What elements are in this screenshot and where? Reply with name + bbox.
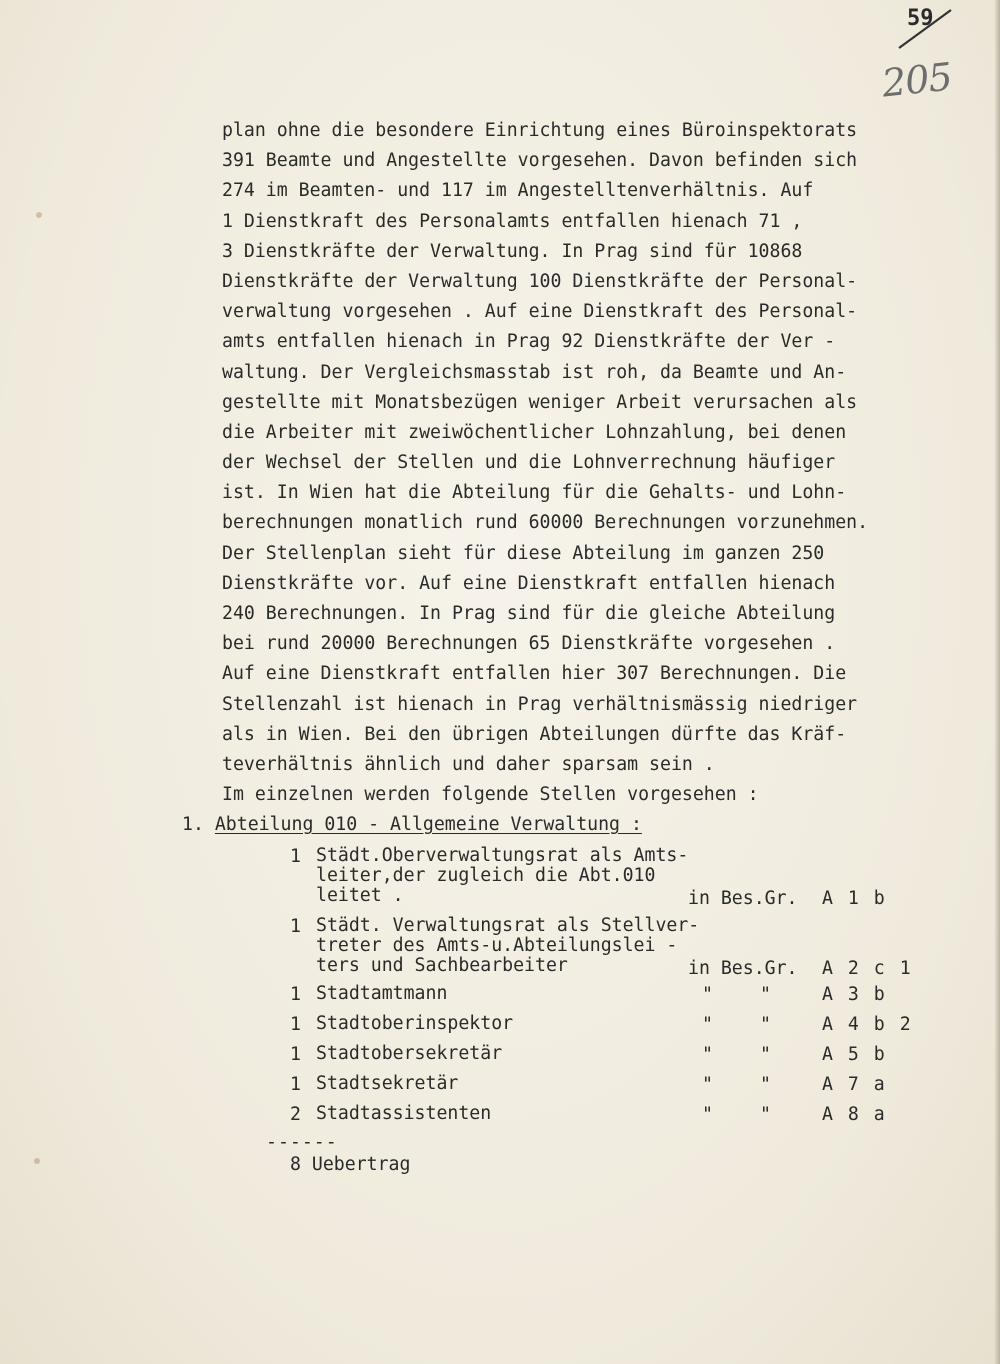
text-line: die Arbeiter mit zweiwöchentlicher Lohnzahlung, bei denen bbox=[222, 421, 847, 443]
text-line: 3 Dienstkräfte der Verwaltung. In Prag sind für 10868 bbox=[222, 240, 803, 262]
text-line: Stellenzahl ist hienach in Prag verhältnismässig niedriger bbox=[222, 693, 858, 715]
position-description: Stadtoberinspektor bbox=[316, 1013, 514, 1034]
pay-group-label: in Bes.Gr. bbox=[688, 958, 798, 979]
text-line: bei rund 20000 Berechnungen 65 Dienstkräfte vorgesehen . bbox=[222, 633, 836, 655]
description-line: Städt.Oberverwaltungsrat als Amts- bbox=[316, 845, 689, 866]
position-description bbox=[316, 846, 688, 906]
text-line: 1 Dienstkraft des Personalamts entfallen hienach 71 , bbox=[222, 210, 803, 232]
text-line: Der Stellenplan sieht für diese Abteilung im ganzen 250 bbox=[222, 542, 825, 564]
position-quantity: 2 bbox=[290, 1104, 301, 1125]
text-line: Auf eine Dienstkraft entfallen hier 307 Berechnungen. Die bbox=[222, 663, 847, 685]
ditto-mark: " bbox=[760, 1074, 771, 1095]
text-line: 391 Beamte und Angestellte vorgesehen. Davon befinden sich bbox=[222, 150, 858, 172]
pay-group-code: A 2 c 1 bbox=[822, 958, 911, 979]
ditto-mark: " bbox=[702, 1044, 713, 1065]
ditto-mark: " bbox=[702, 1104, 713, 1125]
body-paragraph bbox=[222, 116, 952, 810]
description-line: treter des Amts-u.Abteilungslei - bbox=[316, 935, 678, 956]
description-line: ters und Sachbearbeiter bbox=[316, 955, 568, 976]
ditto-mark: " bbox=[760, 1014, 771, 1035]
position-description: Stadtsekretär bbox=[316, 1073, 459, 1094]
text-line: 274 im Beamten- und 117 im Angestelltenverhältnis. Auf bbox=[222, 180, 814, 202]
pay-group-code: A 1 b bbox=[822, 888, 885, 909]
text-line: verwaltung vorgesehen . Auf eine Dienstkraft des Personal- bbox=[222, 301, 858, 323]
position-quantity: 1 bbox=[290, 1074, 301, 1095]
carryover-line bbox=[290, 1154, 410, 1175]
text-line: 240 Berechnungen. In Prag sind für die gleiche Abteilung bbox=[222, 603, 836, 624]
pay-group-code: A 4 b 2 bbox=[822, 1014, 911, 1035]
text-line: Dienstkräfte der Verwaltung 100 Dienstkräfte der Personal- bbox=[222, 270, 858, 292]
ditto-mark: " bbox=[702, 1074, 713, 1095]
text-line: berechnungen monatlich rund 60000 Berechnungen vorzunehmen. bbox=[222, 512, 869, 534]
position-quantity: 1 bbox=[290, 1014, 301, 1035]
carryover-label: Uebertrag bbox=[311, 1154, 411, 1175]
ditto-mark: " bbox=[760, 1104, 771, 1125]
pay-group-label: in Bes.Gr. bbox=[688, 888, 798, 909]
ditto-mark: " bbox=[702, 984, 713, 1005]
description-line: leiter,der zugleich die Abt.010 bbox=[316, 865, 656, 886]
position-quantity: 1 bbox=[290, 1044, 301, 1065]
position-description: Stadtamtmann bbox=[316, 983, 448, 1004]
pay-group-code: A 8 a bbox=[822, 1104, 885, 1125]
text-line: ist. In Wien hat die Abteilung für die Gehalts- und Lohn- bbox=[222, 482, 847, 504]
page-number: 59 bbox=[907, 6, 934, 31]
ditto-mark: " bbox=[760, 1044, 771, 1065]
pay-group-code: A 5 b bbox=[822, 1044, 885, 1065]
section-title: Abteilung 010 - Allgemeine Verwaltung : bbox=[214, 814, 642, 835]
text-line: Dienstkräfte vor. Auf eine Dienstkraft entfallen hienach bbox=[222, 572, 836, 594]
description-line: leitet . bbox=[316, 885, 404, 906]
position-description bbox=[316, 916, 699, 976]
text-line: waltung. Der Vergleichsmasstab ist roh, da Beamte und An- bbox=[222, 361, 847, 383]
position-description: Stadtobersekretär bbox=[316, 1043, 503, 1064]
page-edge-shadow bbox=[994, 0, 1000, 1364]
text-line: teverhältnis ähnlich und daher sparsam sein . bbox=[222, 753, 715, 775]
section-number: 1. bbox=[182, 814, 204, 835]
text-line: amts entfallen hienach in Prag 92 Dienstkräfte der Ver - bbox=[222, 331, 836, 353]
punch-hole-mark bbox=[34, 1158, 40, 1164]
ditto-mark: " bbox=[702, 1014, 713, 1035]
description-line: Städt. Verwaltungsrat als Stellver- bbox=[316, 915, 700, 936]
punch-hole-mark bbox=[36, 212, 42, 218]
text-line: gestellte mit Monatsbezügen weniger Arbeit verursachen als bbox=[222, 391, 858, 413]
position-quantity: 1 bbox=[290, 846, 301, 867]
position-description: Stadtassistenten bbox=[316, 1103, 492, 1124]
text-line: der Wechsel der Stellen und die Lohnverrechnung häufiger bbox=[222, 452, 836, 474]
position-quantity: 1 bbox=[290, 984, 301, 1005]
sum-rule: ------ bbox=[266, 1132, 338, 1153]
pay-group-code: A 7 a bbox=[822, 1074, 885, 1095]
text-line: als in Wien. Bei den übrigen Abteilungen dürfte das Kräf- bbox=[222, 723, 847, 745]
ditto-mark: " bbox=[760, 984, 771, 1005]
text-line: Im einzelnen werden folgende Stellen vorgesehen : bbox=[222, 784, 759, 806]
carryover-quantity: 8 bbox=[290, 1154, 301, 1175]
folio-number: 205 bbox=[879, 54, 954, 106]
pay-group-code: A 3 b bbox=[822, 984, 885, 1005]
section-heading bbox=[182, 812, 642, 838]
text-line: plan ohne die besondere Einrichtung eines Büroinspektorats bbox=[222, 120, 858, 141]
position-quantity: 1 bbox=[290, 916, 301, 937]
